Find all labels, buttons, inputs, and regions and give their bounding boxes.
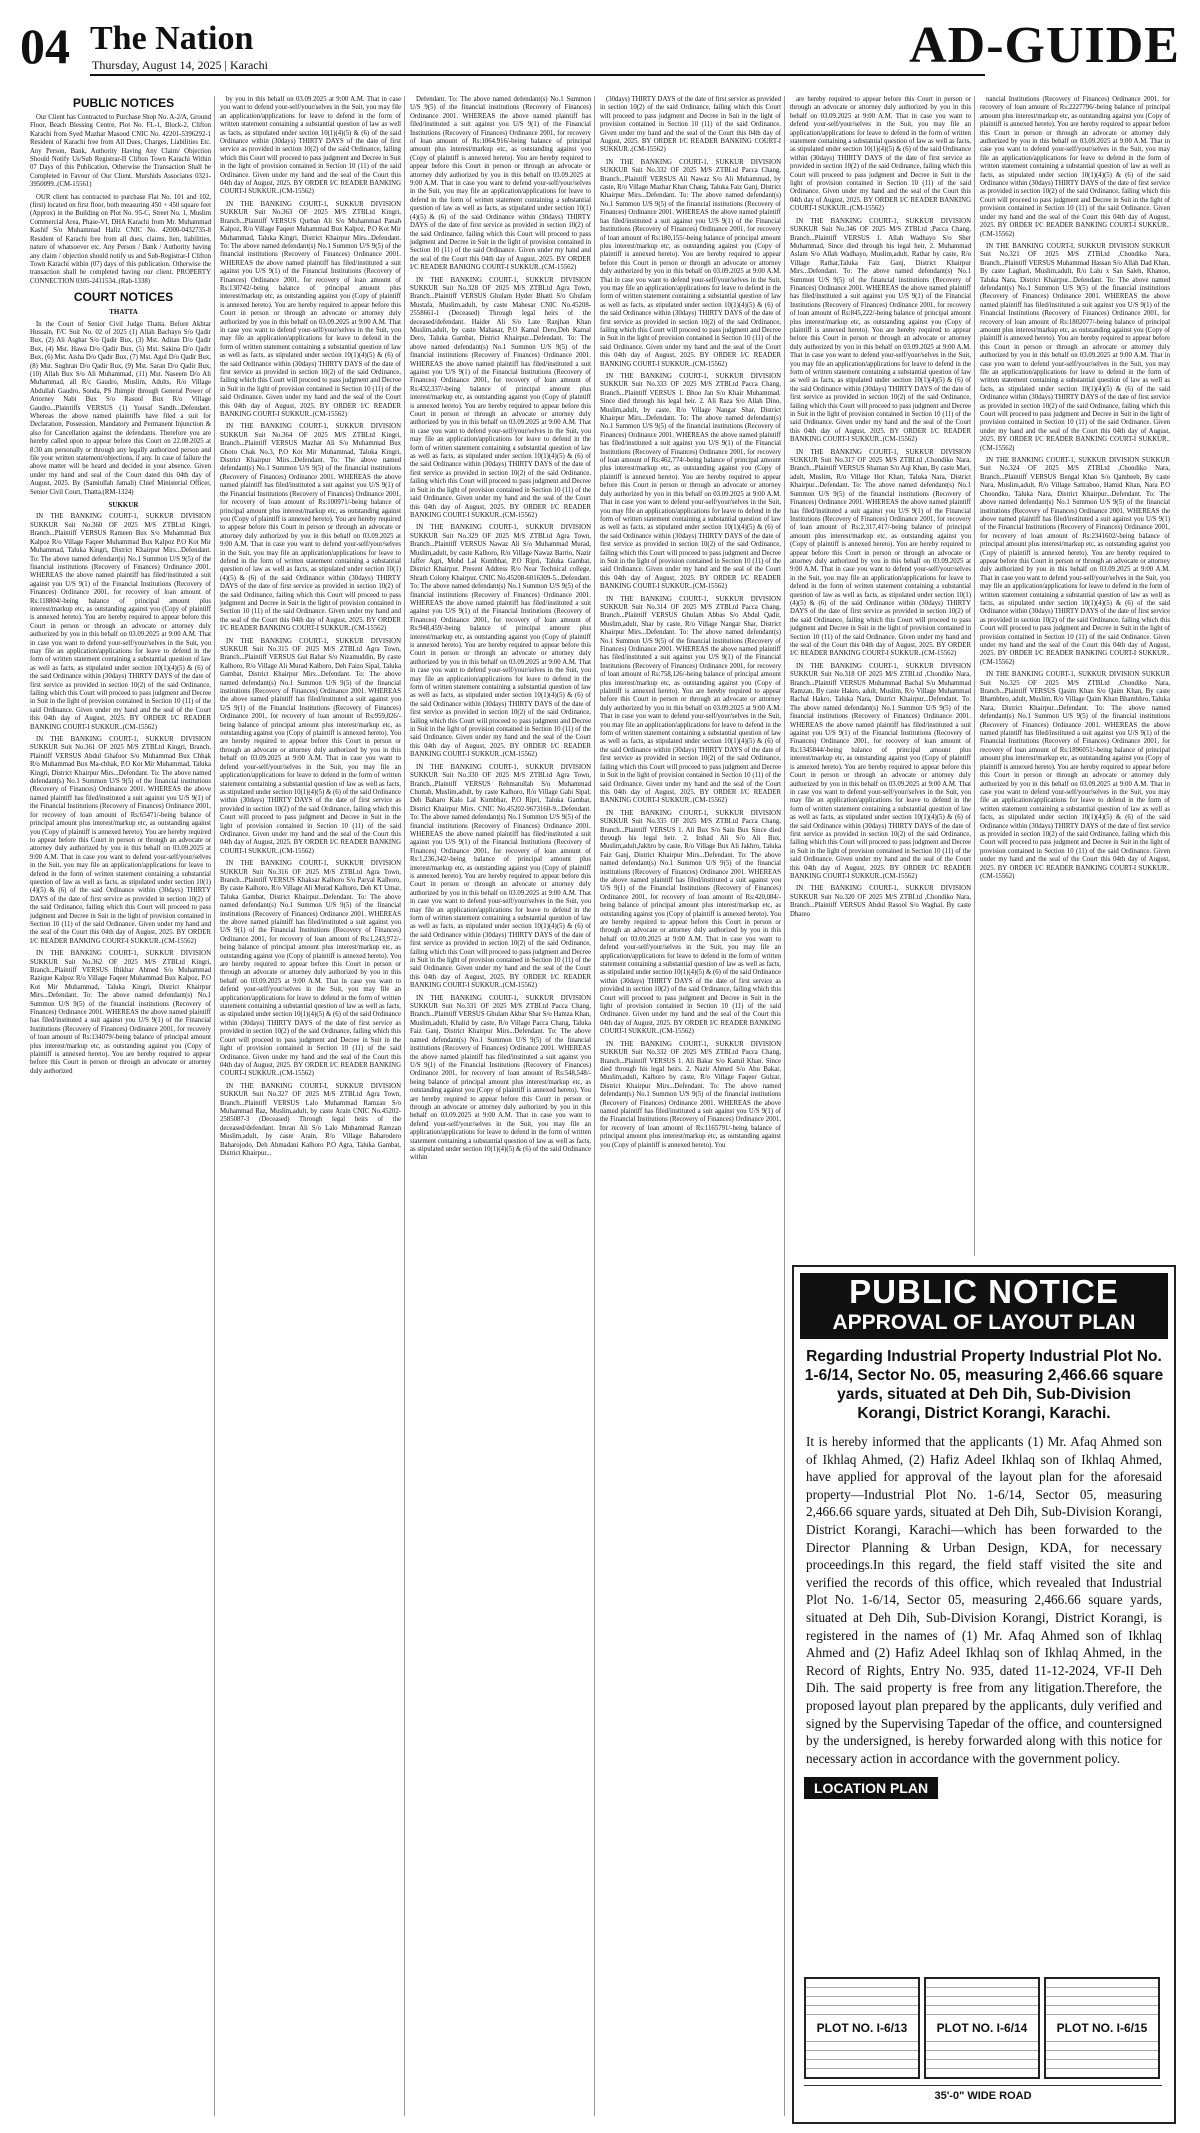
notice-text: IN THE BANKING COURT-1, SUKKUR DIVISION SUKKUR Suit No.333 OF 2025 M/S ZTBLtd Pacca Chang, Branch...Plaintiff VERSUS 1. Bhoo Jan S/o Khair Muhammad. Since died through his legal heir. 2. Ali Raza S/o Allah Dino, Muslim,adult, by caste, R/o Village Nangar Shar, District Khairpur Mirs...Defendant. To: The above named defendant(s) No.1 Summon U/S 9(5) of the financial institutions (Recovery of Finances) Ordinance 2001. WHEREAS the above named plaintiff has filed/instituted a suit against you U/S 9(1) of the Financial Institutions (Recovery of Finances) Ordinance 2001, for recovery of loan amount of Rs:462,774/-being balance of principal amount plus interest/markup etc, as outstanding against you (Copy of plaintiff is annexed hereto). You are hereby required to appear before this Court in person or through an advocate or attorney duly authorized by you in this behalf on 03.09.2025 at 9:00 A.M. That in case you want to defend your-self/your/selves in the Suit, you may file an application/applications for leave to defend in the form of written statement containing a substantial question of law as well as facts, as stipulated under section 10(1)(4)(5) & (6) of the said Ordinance within (30days) THIRTY DAYS of the date of first service as provided in section 10(2) of the said Ordinance, failing which this Court will proceed to pass judgment and Decree in Suit in the light of provision contained in Section 10 (11) of the said Ordinance. Given under my hand and the seal of the Court this 04th day of August, 2025. BY ORDER I/C READER BANKING COURT-I SUKKUR..(CM-15562) [600, 373, 781, 591]
city-subheading: SUKKUR [108, 501, 139, 510]
notice-text: IN THE BANKING COURT-1, SUKKUR DIVISION SUKKUR Suit No.317 OF 2025 M/S ZTBLtd ,Chondiko Nara, Branch...Plaintiff VERSUS Shaman S/o Aqi Khan, By caste Mari, adult, Muslim, R/o Village Hot Khan, Taluka Nara, District Khairpur...Defendant. To: The above named defendant(s) No.1 Summon U/S 9(5) of the financial institutions (Recovery of Finances) Ordinance 2001. WHEREAS the above named plaintiff has filed/instituted a suit against you U/S 9(1) of the Financial Institutions (Recovery of Finances) Ordinance 2001, for recovery of loan amount of Rs:2,317,417/-being balance of principal amount plus interest/markup etc, as outstanding against you (Copy of plaintiff is annexed hereto). You are hereby required to appear before this Court in person or through an advocate or attorney duly authorized by you in this behalf on 03.09.2025 at 9:00 A.M. That in case you want to defend your-self/your/selves in the Suit, you may file an application/applications for leave to defend in the form of written statement containing a substantial question of law as well as facts, as stipulated under section 10(1)(4)(5) & (6) of the said Ordinance within (30days) THIRTY DAYS of the date of first service as provided in section 10(2) of the said Ordinance, failing which this Court will proceed to pass judgment and Decree in Suit in the light of provision contained in Section 10 (11) of the said Ordinance. Given under my hand and the seal of the Court this 04th day of August, 2025. BY ORDER I/C READER BANKING COURT-I SUKKUR..(CM-15562) [790, 448, 971, 658]
newspaper-name: The Nation [90, 20, 254, 57]
location-plan-label: LOCATION PLAN [804, 1777, 938, 1799]
notice-text: In the Court of Senior Civil Judge Thatta. Before Akhtar Hussain, F/C Suit No. 02 of 2025 (1) Allah Bachayo S/o Qadir Bux, (2) Ali Asghar S/o Qadir Bux, (3) Mst. Aditan D/o Qadir Bux, (4) Mst. Hawa D/o Qadir Bux, (5) Mst. Sakina D/o Qadir Bux, (6) Mst. Aisha D/o Qadir Bux, (7) Mst. Agul D/o Qadir Bux, (8) Mst. Sughran D/o Qadir Bux, (9) Mst. Saran D/o Qadir Bux, (10) Allah Bux S/o Ali Muhammad, (11) Mst. Naseem D/o Ali Muhammad, all R/c Gaudro, Muslim, Adults, R/o Village Abdullah Gaudro, Sonda, PS Jhimpir through General Power of Attorney Nabi Bux S/o Rasool Bux R/o Village Gaudro...Plaintiffs VERSUS (1) Yousaf Sandh...Defendant. Whereas the above named plaintiffs have filed a suit for Declaration, Possession, Mandatory and Permanent Injunction & also for Cancellation against the defendants. Therefore you are hereby called upon to appear before this Court on 22.08.2025 at 8:30 am personally or through any legally authorized person and file your written statement/objections, if any. In case of failure the above matter will be heard and decided in your absence. Given under my hand and seal of the Court dated this 04th day of August, 2025. By (Samiullah Jamali) Chief Ministerial Officer, Senior Civil Court, Thatta.(RM-1324) [30, 320, 211, 496]
notice-text: IN THE BANKING COURT-1, SUKKUR DIVISION SUKKUR Suit No.361 OF 2025 M/S ZTBLtd Kingri, Branch, Plaintiff VERSUS Abdul Ghafoor S/o Muhammad Bux Chhak R/o Muhammad Bux Ma-chhak, P.O Kot Mir Muhammad, Taluka Kingri, District Khairpur Mirs...Defendant. To: The above named defendant(s) No.1 Summon U/S 9(5) of the financial institutions (Recovery of Finances) Ordinance 2001. WHEREAS the above named plaintiff has filed/instituted a suit against you U/S 9(1) of the Financial Institutions (Recovery of Finances) Ordinance 2001, for recovery of loan amount of Rs:65471/-being balance of principal amount plus interest/markup etc, as outstanding against you (Copy of plaintiff is annexed hereto). You are hereby required to appear before this Court in person or through an advocate or attorney duly authorized by you in this behalf on 03.09.2025 at 9:00 A.M. That in case you want to defend your-self/your/selves in the Suit, you may file an application/applications for leave to defend in the form of written statement containing a substantial question of law as well as facts, as stipulated under section 10(1)(4)(5) & (6) of the said Ordinance within (30days) THIRTY DAYS of the date of first service as provided in section 10(2) of the said Ordinance, failing which this Court will proceed to pass judgment and Decree in Suit in the light of provision contained in Section 10 (11) of the said Ordinance. Given under my hand and the seal of the Court this 04th day of August, 2025. BY ORDER I/C READER BANKING COURT-I SUKKUR..(CM-15562) [30, 736, 211, 945]
plot-label: PLOT NO. I-6/14 [926, 2019, 1038, 2037]
notice-text: IN THE BANKING COURT-1, SUKKUR DIVISION SUKKUR Suit No.360 OF 2025 M/S ZTBLtd Kingri, Branch...Plaintiff VERSUS Rameen Bux S/o Muhammad Bux Kalpoz R/o Village Faqeer Muhammad Bux Kalpoz P.O Kot Mir Muhammad, Taluka Kingri, District Khairpur Mirs...Defendant. To: The above named defendant(s) No.1 Summon U/S 9(5) of the financial institutions (Recovery of Finances) Ordinance 2001. WHEREAS the above named plaintiff has filed/instituted a suit against you U/S 9(1) of the Financial Institutions (Recovery of Finances) Ordinance 2001, for recovery of loan amount of Rs:118804/-being balance of principal amount plus interest/markup etc, as outstanding against you (Copy of plaintiff is annexed hereto). You are hereby required to appear before this Court in person or through an advocate or attorney duly authorized by you in this behalf on 03.09.2025 at 9:00 A.M. That in case you want to defend your-self/your/selves in the Suit, you may file an application/applications for leave to defend in the form of written statement containing a substantial question of law as well as facts, as stipulated under section 10(1)(4)(5) & (6) of the said Ordinance within (30days) THIRTY DAYS of the date of first service as provided in section 10(2) of the said Ordinance, failing which this Court will proceed to pass judgment and Decree in Suit in the light of provision contained in Section 10 (11) of the said Ordinance. Given under my hand and the seal of the Court this 04th day of August, 2025. BY ORDER I/C READER BANKING COURT-I SUKKUR..(CM-15562) [30, 513, 211, 731]
column-divider [784, 96, 785, 2116]
notice-text: IN THE BANKING COURT-1, SUKKUR DIVISION SUKKUR Suit No.362 OF 2025 M/S ZTBLtd Kingri, Branch...Plaintiff VERSUS Iftikhar Ahmed S/o Muhammad Razique Kalpoz R/o Village Faqeer Muhammad Bux Kalpoz, P.O Kot Mir Muhammad, Taluka Kingri, District Khairpur Mirs...Defendant. To: The above named defendant(s) No.1 Summon U/S 9(5) of the financial institutions (Recovery of Finances) Ordinance 2001. WHEREAS the above named plaintiff has filed/instituted a suit against you U/S 9(1) of the Financial Institutions (Recovery of Finances) Ordinance 2001, for recovery of loan amount of Rs:134079/-being balance of principal amount plus interest/markup etc, as outstanding against you (Copy of plaintiff is annexed hereto). You are hereby required to appear before this Court in person or through an advocate or attorney duly authorized [30, 950, 211, 1075]
column-5 [790, 96, 971, 1246]
column-3 [410, 96, 591, 2116]
notice-text: IN THE BANKING COURT-1, SUKKUR DIVISION SUKKUR Suit No.316 OF 2025 M/S ZTBLtd Agra Town, Branch...Plaintiff VERSUS Khaksar Kalhoro S/o Paryal Kalhoro, By caste Kalhoro, R/o Village Ali Murad Kalhoro, Deh KT Umar, Taluka Gambat, District Khairpur...Defendant. To: The above named defendant(s) No.1 Summon U/S 9(5) of the financial institutions (Recovery of Finances) Ordinance 2001. WHEREAS the above named plaintiff has filed/instituted a suit against you U/S 9(1) of the Financial Institutions (Recovery of Finances) Ordinance 2001, for recovery of loan amount of Rs:1,243,972/-being balance of principal amount plus interest/markup etc, as outstanding against you (Copy of plaintiff is annexed hereto). You are hereby required to appear before this Court in person or through an advocate or attorney duly authorized by you in this behalf on 03.09.2025 at 9:00 A.M. That in case you want to defend your-self/your/selves in the Suit, you may file an application/applications for leave to defend in the form of written statement containing a substantial question of law as well as facts, as stipulated under section 10(1)(4)(5) & (6) of the said Ordinance within (30days) THIRTY DAYS of the date of first service as provided in section 10(2) of the said Ordinance, failing which this Court will proceed to pass judgment and Decree in Suit in the light of provision contained in Section 10 (11) of the said Ordinance. Given under my hand and the seal of the Court this 04th day of August, 2025. BY ORDER I/C READER BANKING COURT-I SUKKUR..(CM-15562) [220, 860, 401, 1078]
notice-title: PUBLIC NOTICE [849, 1273, 1119, 1310]
notice-text: Defendant. To: The above named defendant(s) No.1 Summon U/S 9(5) of the financial institutions (Recovery of Finances) Ordinance 2001. WHEREAS the above named plaintiff has filed/instituted a suit against you U/S 9(1) of the Financial Institutions (Recovery of Finances) Ordinance 2001, for recovery of loan amount of Rs:1064.916/-being balance of principal amount plus interest/markup etc, as outstanding against you (Copy of plaintiff is annexed hereto). You are hereby required to appear before this Court in person or through an advocate or attorney duly authorized by you in this behalf on 03.09.2025 at 9:00 A.M. That in case you want to defend your-self/your/selves in the Suit, you may file an application/applications for leave to defend in the form of written statement containing a substantial question of law as well as facts, as stipulated under section 10(1)(4)(5) & (6) of the said Ordinance within (30days) THIRTY DAYS of the date of first service as provided in section 10(2) of the said Ordinance, failing which this Court will proceed to pass judgment and Decree in Suit in the light of provision contained in Section 10 (11) of the said Ordinance. Given under my hand and the seal of the Court this 04th day of August, 2025. BY ORDER I/C READER BANKING COURT-I SUKKUR..(CM-15562) [410, 96, 591, 272]
notice-body: It is hereby informed that the applicants (1) Mr. Afaq Ahmed son of Ikhlaq Ahmed, (2) Hafiz Adeel Ikhlaq son of Ikhlaq Ahmed, have applied for approval of the layout plan for the aforesaid property—Industrial Plot No. 1-6/14, Sector 05, measuring 2,466.66 square yards, situated at Deh Dih, Sub-Division Korangi, District Korangi, Karachi—which has been forwarded to the Director Planning & Urban Design, KDA, for necessary proceedings.In this regard, the field staff visited the site and verified the records of this office, which revealed that Industrial Plot No. 1-6/14, Sector 05, measuring 2,466.66 square yards, situated at Deh Dih, Sub-Division Korangi, District Korangi, is registered in the names of (1) Mr. Afaq Ahmed son of Ikhlaq Ahmed and (2) Hafiz Adeel Ikhlaq son of Ikhlaq Ahmed, in the Record of Rights, Entry No. 935, dated 11-12-2024, VF-II Deh Dih. The said property is free from any litigation.Therefore, the proposed layout plan prepared by the applicants, duly verified and signed by the Supervising Tapedar of the office, and countersigned by the undersigned, is hereby forwarded along with this notice for necessary action in accordance with the government policy. [806, 1434, 1162, 1766]
notice-text: are hereby required to appear before this Court in person or through an advocate or attorney duly authorized by you in this behalf on 03.09.2025 at 9:00 A.M. That in case you want to defend your-self/your/selves in the Suit, you may file an application/applications for leave to defend in the form of written statement containing a substantial question of law as well as facts, as stipulated under section 10(1)(4)(5) & (6) of the said Ordinance within (30days) THIRTY DAYS of the date of first service as provided in section 10(2) of the said Ordinance, failing which this Court will proceed to pass judgment and Decree in Suit in the light of provision contained in Section 10 (11) of the said Ordinance. Given under my hand and the seal of the Court this 04th day of August, 2025. BY ORDER I/C READER BANKING COURT-I SUKKUR..(CM-15562) [790, 96, 971, 213]
notice-text: IN THE BANKING COURT-1, SUKKUR DIVISION SUKKUR Suit No.346 OF 2025 M/S ZTBLtd ,Pacca Chang, Branch...Plaintiff VERSUS 1. Allah Wadhayo S/o Sher Muhammad, Since died through his legal heir, 2. Muhammad Aslam S/o Allah Wadhayo, Muslim,adult, Rathar by caste, R/o Village Rathar,Taluka Faiz Ganj, District Khairpur Mirs...Defendant. To: The above named defendant(s) No.1 Summon U/S 9(5) of the financial institutions (Recovery of Finances) Ordinance 2001. WHEREAS the above named plaintiff has filed/instituted a suit against you U/S 9(1) of the Financial Institutions (Recovery of Finances) Ordinance 2001, for recovery of loan amount of Rs:845,222/-being balance of principal amount plus interest/markup etc, as outstanding against you (Copy of plaintiff is annexed hereto). You are hereby required to appear before this Court in person or through an advocate or attorney duly authorized by you in this behalf on 03.09.2025 at 9:00 A.M. That in case you want to defend your-self/your/selves in the Suit, you may file an application/applications for leave to defend in the form of written statement containing a substantial question of law as well as facts, as stipulated under section 10(1)(4)(5) & (6) of the said Ordinance within (30days) THIRTY DAYS of the date of first service as provided in section 10(2) of the said Ordinance, failing which this Court will proceed to pass judgment and Decree in Suit in the light of provision contained in Section 10 (11) of the said Ordinance. Given under my hand and the seal of the Court this 04th day of August, 2025. BY ORDER I/C READER BANKING COURT-I SUKKUR..(CM-15562) [790, 217, 971, 444]
column-6 [980, 96, 1170, 1246]
notice-text: IN THE BANKING COURT-1, SUKKUR DIVISION SUKKUR Suit No.332 OF 2025 M/S ZTBLtd Pacca Chang, Branch...Plaintiff VERSUS 1. Ali Bakar S/o Kamil Khan. Since died through his legal heirs. 2. Nazir Ahmed S/o Abu Bakar, Muslim,adult, Kalhoro by caste, R/o Village Faqeer Gulzar, District Khairpur Mirs...Defendant. To: The above named defendant(s) No.1 Summon U/S 9(5) of the financial institutions (Recovery of Finances) Ordinance 2001. WHEREAS the above named plaintiff has filed/instituted a suit against you U/S 9(1) of the Financial Institutions (Recovery of Finances) Ordinance 2001, for recovery of loan amount of Rs:1165791/-being balance of principal amount plus interest/markup etc, as outstanding against you (Copy of plaintiff is annexed hereto). You [600, 1040, 781, 1149]
notice-text: IN THE BANKING COURT-1, SUKKUR DIVISION SUKKUR Suit No.328 OF 2025 M/S ZTBLtd Agra Town, Branch...Plaintiff VERSUS Ghulam Hyder Bhatti S/o Ghulam Mustafa, Muslim,adult, by caste Mahesar CNIC No.45208-2558661-1 (Deceased) Through legal heirs of the deceased/defendant. Haider Ali S/o Late Ranjhan Khan Muslim,adult, by caste Mahasar, P.O Kamal Dero,Deh Kamal Dero, Taluka Gambat, District Khairpur...Defendant. To: The above named defendant(s) No.1 Summon U/S 9(5) of the financial institutions (Recovery of Finances) Ordinance 2001. WHEREAS the above named plaintiff has filed/instituted a suit against you U/S 9(1) of the Financial Institutions (Recovery of Finances) Ordinance 2001, for recovery of loan amount of Rs:432,337/-being balance of principal amount plus interest/markup etc, as outstanding against you (Copy of plaintiff is annexed hereto). You are hereby required to appear before this Court in person or through an advocate or attorney duly authorized by you in this behalf on 03.09.2025 at 9:00 A.M. That in case you want to defend your-self/your/selves in the Suit, you may file an application/applications for leave to defend in the form of written statement containing a substantial question of law as well as facts, as stipulated under section 10(1)(4)(5) & (6) of the said Ordinance within (30days) THIRTY DAYS of the date of first service as provided in section 10(2) of the said Ordinance, failing which this Court will proceed to pass judgment and Decree in Suit in the light of provision contained in Section 10 (11) of the said Ordinance. Given under my hand and the seal of the Court this 04th day of August, 2025. BY ORDER I/C READER BANKING COURT-I SUKKUR..(CM-15562) [410, 276, 591, 519]
notice-text: IN THE BANKING COURT-1, SUKKUR DIVISION SUKKUR Suit No.315 OF 2025 M/S ZTBLtd Agra Town, Branch...Plaintiff VERSUS Gul Bahar S/o Nizamuddin, By caste Kalhoro, R/o Village Ali Murad Kalhoro, Deh Faizo Sipal, Taluka Gambat, District Khairpur Mirs...Defendant. To: The above named defendant(s) No.1 Summon U/S 9(5) of the financial institutions (Recovery of Finances) Ordinance 2001. WHEREAS the above named plaintiff has filed/instituted a suit against you U/S 9(1) of the Financial Institutions (Recovery of Finances) Ordinance 2001, for recovery of loan amount of Rs:959,826/-being balance of principal amount plus interest/markup etc, as outstanding against you (Copy of plaintiff is annexed hereto). You are hereby required to appear before this Court in person or through an advocate or attorney duly authorized by you in this behalf on 03.09.2025 at 9:00 A.M. That in case you want to defend your-self/your/selves in the Suit, you may file an application/applications for leave to defend in the form of written statement containing a substantial question of law as well as facts, as stipulated under section 10(1)(4)(5) & (6) of the said Ordinance within (30days) THIRTY DAYS of the date of first service as provided in section 10(2) of the said Ordinance, failing which this Court will proceed to pass judgment and Decree in Suit in the light of provision contained in Section 10 (11) of the said Ordinance. Given under my hand and the seal of the Court this 04th day of August, 2025. BY ORDER I/C READER BANKING COURT-I SUKKUR..(CM-15562) [220, 637, 401, 855]
column-4 [600, 96, 781, 2116]
notice-text: IN THE BANKING COURT-1, SUKKUR DIVISION SUKKUR Suit No.320 OF 2025 M/S ZTBLtd ,Chondiko Nara, Branch...Plaintiff VERSUS Abdul Rasool S/o Waghal, By caste Dhareo [790, 885, 971, 918]
plot-box [1044, 1977, 1160, 2079]
date-line: Thursday, August 14, 2025 | Karachi [92, 58, 268, 72]
column-divider [974, 96, 975, 1256]
notice-text: Our Client has Contracted to Purchase Shop No. A-2/A, Ground Floor, Beach Blessing Centre, Plot No. FL-1, Block-2, Clifton Karachi from Syed Mazhar Masood CNIC No. 42201-5396292-1 Resident of Karachi free from All Dues, Charges, Liabilities Etc. Any Person, Bank, Authority Having Any Claim/ Objection Should Notify Us/Sub Registrar-II Clifton Town Karachi Within 07 Days of this Publication, Otherwise the Transaction Shall be Completed in Favour of Our Client. Murshids Associates 0321-3950099..(CM-15561) [30, 114, 211, 189]
column-divider [594, 96, 595, 2116]
page-header [20, 18, 1180, 80]
notice-text: IN THE BANKING COURT-1, SUKKUR DIVISION SUKKUR Suit No.332 OF 2025 M/S ZTBLtd Pacca Chang, Branch...Plaintiff VERSUS Ali Nawaz S/o Ali Muhammad, by caste, R/o Village Mazhar Khan Chang, Taluka Faiz Ganj, District Khairpur Mirs...Defendant. To: The above named defendant(s) No.1 Summon U/S 9(5) of the financial institutions (Recovery of Finances) Ordinance 2001. WHEREAS the above named plaintiff has filed/instituted a suit against you U/S 9(1) of the Financial Institutions (Recovery of Finances) Ordinance 2001, for recovery of loan amount of Rs:180,155/-being balance of principal amount plus interest/markup etc, as outstanding against you (Copy of plaintiff is annexed hereto). You are hereby required to appear before this Court in person or through an advocate or attorney duly authorized by you in this behalf on 03.09.2025 at 9:00 A.M. That in case you want to defend your-self/your/selves in the Suit, you may file an application/applications for leave to defend in the form of written statement containing a substantial question of law as well as facts, as stipulated under section 10(1)(4)(5) & (6) of the said Ordinance within (30days) THIRTY DAYS of the date of first service as provided in section 10(2) of the said Ordinance, failing which this Court will proceed to pass judgment and Decree in Suit in the light of provision contained in Section 10 (11) of the said Ordinance. Given under my hand and the seal of the Court this 04th day of August, 2025. BY ORDER I/C READER BANKING COURT-I SUKKUR..(CM-15562) [600, 158, 781, 368]
notice-text: by you in this behalf on 03.09.2025 at 9:00 A.M. That in case you want to defend your-self/your/selves in the Suit, you may file an application/applications for leave to defend in the form of written statement containing a substantial question of law as well as facts, as stipulated under section 10(1)(4)(5) & (6) of the said Ordinance within (30days) THIRTY DAYS of the date of first service as provided in section 10(2) of the said Ordinance, failing which this Court will proceed to pass judgment and Decree in Suit in the light of provision contained in Section 10 (11) of the said Ordinance. Given under my hand and the seal of the Court this 04th day of August, 2025. BY ORDER I/C READER BANKING COURT-I SUKKUR..(CM-15562) [220, 96, 401, 196]
notice-subtitle: APPROVAL OF LAYOUT PLAN [832, 1311, 1136, 1334]
column-divider [214, 96, 215, 2116]
column-2 [220, 96, 401, 2116]
notice-text: IN THE BANKING COURT-1, SUKKUR DIVISION SUKKUR Suit No.335 OF 2025 M/S ZTBLtd Pacca Chang, Branch...Plaintiff VERSUS 1. Ali Bux S/o Sain Bux Since died through his legal heir. 2. Irshad Ali S/o Ali Bux, Muslim,adult,Jakhro by caste, R/o Village Bux Ali Jakhro, Taluka Faiz Ganj, District Khairpur Mirs...Defendant. To: The above named defendant(s) No.1 Summon U/S 9(5) of the financial institutions (Recovery of Finances) Ordinance 2001. WHEREAS the above named plaintiff has filed/instituted a suit against you U/S 9(1) of the Financial Institutions (Recovery of Finances) Ordinance 2001, for recovery of loan amount of Rs:420,084/-being balance of principal amount plus interest/markup etc, as outstanding against you (Copy of plaintiff is annexed hereto). You are hereby required to appear before this Court in person or through an advocate or attorney duly authorized by you in this behalf on 03.09.2025 at 9:00 A.M. That in case you want to defend your-self/your/selves in the Suit, you may file an application/applications for leave to defend in the form of written statement containing a substantial question of law as well as facts, as stipulated under section 10(1)(4)(5) & (6) of the said Ordinance within (30days) THIRTY DAYS of the date of first service as provided in section 10(2) of the said Ordinance, failing which this Court will proceed to pass judgment and Decree in Suit in the light of provision contained in Section 10 (11) of the said Ordinance. Given under my hand and the seal of the Court this 04th day of August, 2025. BY ORDER I/C READER BANKING COURT-I SUKKUR..(CM-15562) [600, 809, 781, 1036]
column-1 [30, 96, 211, 2116]
notice-text: IN THE BANKING COURT-1, SUKKUR DIVISION SUKKUR Suit No.364 OF 2025 M/S ZTBLtd Kingri, Branch...Plaintiff VERSUS Mazhar Ali S/o Muhammad Bux Ghoto Chak No.3, P.O Kot Mir Muhammad, Taluka Kingri, District Khairpur Mirs...Defendant. To: The above named defendant(s) No.1 Summon U/S 9(5) of the financial institutions (Recovery of Finances) Ordinance 2001. WHEREAS the above named plaintiff has filed/instituted a suit against you U/S 9(1) of the Financial Institutions (Recovery of Finances) Ordinance 2001, for recovery of loan amount of Rs:100971/-being balance of principal amount plus interest/markup etc, as outstanding against you (Copy of plaintiff is annexed hereto). You are hereby required to appear before this Court in person or through an advocate or attorney duly authorized by you in this behalf on 03.09.2025 at 9:00 A.M. That in case you want to defend your-self/your/selves in the Suit, you may file an application/applications for leave to defend in the form of written statement containing a substantial question of law as well as facts, as stipulated under section 10(1)(4)(5) & (6) of the said Ordinance within (30days) THIRTY DAYS of the date of first service as provided in section 10(2) of the said Ordinance, failing which this Court will proceed to pass judgment and Decree in Suit in the light of provision contained in Section 10 (11) of the said Ordinance. Given under my hand and the seal of the Court this 04th day of August, 2025. BY ORDER I/C READER BANKING COURT-I SUKKUR..(CM-15562) [220, 423, 401, 633]
plot-label: PLOT NO. I-6/15 [1046, 2019, 1158, 2037]
court-notices-heading: COURT NOTICES [73, 290, 174, 305]
road-label: 35'-0" WIDE ROAD [804, 2085, 1162, 2102]
section-title: AD-GUIDE [909, 17, 1180, 74]
page-number: 04 [20, 18, 70, 74]
city-subheading: THATTA [109, 308, 138, 317]
plot-box [804, 1977, 920, 2079]
notice-text: IN THE BANKING COURT-1, SUKKUR DIVISION SUKKUR Suit No.331 OF 2025 M/S ZTBLtd Pacca Chang, Branch...Plaintiff VERSUS Ghulam Akbar Shar S/o Hamza Khan, Muslim,adult, Khalid by caste, R/o Village Pacca Chang, Taluka Faiz Ganj, District Khairpur Mirs...Defendant. To: The above named defendant(s) No.1 Summon U/S 9(5) of the financial institutions (Recovery of Finances) Ordinance 2001. WHEREAS the above named plaintiff has filed/instituted a suit against you U/S 9(1) of the Financial Institutions (Recovery of Finances) Ordinance 2001, for recovery of loan amount of Rs:548,548/-being balance of principal amount plus interest/markup etc, as outstanding against you (Copy of plaintiff is annexed hereto). You are hereby required to appear before this Court in person or through an advocate or attorney duly authorized by you in this behalf on 03.09.2025 at 9:00 A.M. That in case you want to defend your-self/your/selves in the Suit, you may file an application/applications for leave to defend in the form of written statement containing a substantial question of law as well as facts, as stipulated under section 10(1)(4)(5) & (6) of the said Ordinance within [410, 994, 591, 1162]
location-plan-drawing [804, 1977, 1162, 2107]
notice-text: IN THE BANKING COURT-I, SUKKUR DIVISION SUKKUR Suit No.327 OF 2025 M/S ZTBLtd Agra Town, Branch...Plaintiff VERSUS Lalo Muhammad Ramzan S/o Muhammad Raz, Muslim,adult, by caste Arain CNIC No.45202-2585087-3 (Deceased) Through legal heirs of the deceased/defendant. Imran Ali S/o Lalo Muhammad Ramzan Muslim,adult, by caste Arain, R/o Village Baharodero Baharojodo, Deh Ahmadani Kalhoro P.O Agra, Taluka Gambat, District Khairpur... [220, 1082, 401, 1157]
notice-text: IN THE BANKING COURT-1, SUKKUR DIVISION SUKKUR Suit No.314 OF 2025 M/S ZTBLtd Pacca Chang, Branch...Plaintiff VERSUS Ghulam Abbas S/o Abdul Qadir, Muslim,adult, Shar by caste, R/o Village Nangar Shar, District Khairpur Mirs...Defendant. To: The above named defendant(s) No.1 Summon U/S 9(5) of the financial institutions (Recovery of Finances) Ordinance 2001. WHEREAS the above named plaintiff has filed/instituted a suit against you U/S 9(1) of the Financial Institutions (Recovery of Finances) Ordinance 2001, for recovery of loan amount of Rs:758,126/-being balance of principal amount plus interest/markup etc, as outstanding against you (Copy of plaintiff is annexed hereto). You are hereby required to appear before this Court in person or through an advocate or attorney duly authorized by you in this behalf on 03.09.2025 at 9:00 A.M. That in case you want to defend your-self/your/selves in the Suit, you may file an application/applications for leave to defend in the form of written statement containing a substantial question of law as well as facts, as stipulated under section 10(1)(4)(5) & (6) of the said Ordinance within (30days) THIRTY DAYS of the date of first service as provided in section 10(2) of the said Ordinance, failing which this Court will proceed to pass judgment and Decree in Suit in the light of provision contained in Section 10 (11) of the said Ordinance. Given under my hand and the seal of the Court this 04th day of August, 2025. BY ORDER I/C READER BANKING COURT-I SUKKUR..(CM-15562) [600, 595, 781, 805]
notice-regarding: Regarding Industrial Property Industrial Plot No. 1-6/14, Sector No. 05, measuring 2,466.66 square yards, situated at Deh Dih, Sub-Division Korangi, District Korangi, Karachi. [804, 1348, 1164, 1422]
plot-box [924, 1977, 1040, 2079]
column-divider [404, 96, 405, 2116]
notice-text: IN THE BANKING COURT-1, SUKKUR DIVISION SUKKUR Suit No.329 OF 2025 M/S ZTBLtd Agra Town, Branch...Plaintiff VERSUS Nawaz Ali S/o Muhammad Murad, Muslim,adult, by caste Kalhoro, R/o Village Nawaz Barrio, Nazir Jaffer Agri, Mohd Lal Kumbhar, P.O Ripri, Taluka Gambat, District Khairpur. Present Address R/o Near Technical college, Shrath Colony Khairpur. CNIC No.45208-6016309-5...Defendant. To: The above named defendant(s) No.1 Summon U/S 9(5) of the financial institutions (Recovery of Finances) Ordinance 2001. WHEREAS the above named plaintiff has filed/instituted a suit against you U/S 9(1) of the Financial Institutions (Recovery of Finances) Ordinance 2001, for recovery of loan amount of Rs:948,459/-being balance of principal amount plus interest/markup etc, as outstanding against you (Copy of plaintiff is annexed hereto). You are hereby required to appear before this Court in person or through an advocate or attorney duly authorized by you in this behalf on 03.09.2025 at 9:00 A.M. That in case you want to defend your-self/your/selves in the Suit, you may file an application/applications for leave to defend in the form of written statement containing a substantial question of law as well as facts, as stipulated under section 10(1)(4)(5) & (6) of the said Ordinance within (30days) THIRTY DAYS of the date of first service as provided in section 10(2) of the said Ordinance, failing which this Court will proceed to pass judgment and Decree in Suit in the light of provision contained in Section 10 (11) of the said Ordinance. Given under my hand and the seal of the Court this 04th day of August, 2025. BY ORDER I/C READER BANKING COURT-I SUKKUR..(CM-15562) [410, 524, 591, 759]
notice-text: IN THE BANKING COURT-I, SUKKUR DIVISION SUKKUR Suit No.321 OF 2025 M/S ZTBLtd ,Chondiko Nara, Branch...Plaintiff VERSUS Muhammad Hassan S/o Allah Dad Khan, By caste Laghari, Muslim,adult, R/o Lalu x San Saleh, Khanoo, Taluka Nara, District Khairpur...Defendant. To: The above named defendant(s) No.1 Summon U/S 9(5) of the financial institutions (Recovery of Finances) Ordinance 2001. WHEREAS the above named plaintiff has filed/instituted a suit against you U/S 9(1) of the Financial Institutions (Recovery of Finances) Ordinance 2001, for recovery of loan amount of Rs:1802077/-being balance of principal amount plus interest/markup etc, as outstanding against you (Copy of plaintiff is annexed hereto). You are hereby required to appear before this Court in person or through an advocate or attorney duly authorized by you in this behalf on 03.09.2025 at 9:00 A.M. That in case you want to defend your-self/your/selves in the Suit, you may file an application/applications for leave to defend in the form of written statement containing a substantial question of law as well as facts, as stipulated under section 10(1)(4)(5) & (6) of the said Ordinance within (30days) THIRTY DAYS of the date of first service as provided in section 10(2) of the said Ordinance, failing which this Court will proceed to pass judgment and Decree in Suit in the light of provision contained in Section 10 (11) of the said Ordinance. Given under my hand and the seal of the Court this 04th day of August, 2025. BY ORDER I/C READER BANKING COURT-I SUKKUR..(CM-15562) [980, 242, 1170, 452]
notice-text: IN THE BANKING COURT-1, SUKKUR DIVISION SUKKUR Suit No.363 OF 2025 M/S ZTBLtd Kingri, Branch...Plaintiff VERSUS Qurban Ali S/o Muhammad Panah Kalpoz, R/o Village Faqeer Muhammad Bux Kalpoz, P.O Kot Mir Muhammad, Taluka Kingri, District Khairpur Mirs...Defendant. To: The above named defendant(s) No.1 Summon U/S 9(5) of the financial institutions (Recovery of Finances) Ordinance 2001. WHEREAS the above named plaintiff has filed/instituted a suit against you U/S 9(1) of the Financial Institutions (Recovery of Finances) Ordinance 2001, for recovery of loan amount of Rs:130742/-being balance of principal amount plus interest/markup etc, as outstanding against you (Copy of plaintiff is annexed hereto). You are hereby required to appear before this Court in person or through an advocate or attorney duly authorized by you in this behalf on 03.09.2025 at 9:00 A.M. That in case you want to defend your-self/your/selves in the Suit, you may file an application/applications for leave to defend in the form of written statement containing a substantial question of law as well as facts, as stipulated under section 10(1)(4)(5) & (6) of the said Ordinance within (30days) THIRTY DAYS of the date of first service as provided in section 10(2) of the said Ordinance, failing which this Court will proceed to pass judgment and Decree in Suit in the light of provision contained in Section 10 (11) of the said Ordinance. Given under my hand and the seal of the Court this 04th day of August, 2025. BY ORDER I/C READER BANKING COURT-I SUKKUR..(CM-15562) [220, 200, 401, 419]
notice-text: OUR client has contracted to purchase Flat No. 101 and 102, (first) located on first floor, both measuring 450 + 450 square feet (Approx) in the Building on Plot No. 95-C, Street No. 1, Muslim Commercial Area, Phase-VI, DHA Karachi from Mr. Muhammad Kashif S/o Muhammad Hafiz CNIC No. 42000-0432735-8 Resident of Karachi free from all dues, claims, lien, liabilities, nature of whatsoever etc. Any Person / Bank / Authority having any claim / objection should notify us and Sub-Registrar-I Clifton Town Karachi within (07) days of this publication. Otherwise the transaction shall be completed having our client. PROPERTY CONNECTION 0305-2411534..(Rab-1338) [30, 193, 211, 285]
notice-banner [800, 1273, 1168, 1339]
notice-text: IN THE BANKING COURT-1, SUKKUR DIVISION SUKKUR Suit No.325 OF 2025 M/S ZTBLtd ,Chondiko Nara, Branch...Plaintiff VERSUS Qasim Khan S/o Qaim Khan, By caste Bhambhro, adult, Muslim, R/o Village Qaim Khan Bhambhro, Taluka Nara, District Khairpur...Defendant. To: The above named defendant(s) No.1 Summon U/S 9(5) of the financial institutions (Recovery of Finances) Ordinance 2001. WHEREAS the above named plaintiff has filed/instituted a suit against you U/S 9(1) of the Financial Institutions (Recovery of Finances) Ordinance 2001, for recovery of loan amount of Rs:1896051/-being balance of principal amount plus interest/markup etc, as outstanding against you (Copy of plaintiff is annexed hereto). You are hereby required to appear before this Court in person or through an advocate or attorney duly authorized by you in this behalf on 03.09.2025 at 9:00 A.M. That in case you want to defend your-self/your/selves in the Suit, you may file an application/applications for leave to defend in the form of written statement containing a substantial question of law as well as facts, as stipulated under section 10(1)(4)(5) & (6) of the said Ordinance within (30days) THIRTY DAYS of the date of first service as provided in section 10(2) of the said Ordinance, failing which this Court will proceed to pass judgment and Decree in Suit in the light of provision contained in Section 10 (11) of the said Ordinance. Given under my hand and the seal of the Court this 04th day of August, 2025. BY ORDER I/C READER BANKING COURT-I SUKKUR..(CM-15562) [980, 671, 1170, 880]
notice-text: IN THE BANKING COURT-1, SUKKUR DIVISION SUKKUR Suit No.330 OF 2025 M/S ZTBLtd Agra Town, Branch...Plaintiff VERSUS Rehmatullah S/o Muhammad Chuttah, Muslim,adult, by caste Kalhoro, R/o Village Gahi Sipal, Deh Baharo Kalo Lal Kumbhar, P.O Ripri, Taluka Gambat, District Khairpur Mirs. CNIC No.45202-9673160-9...Defendant. To: The above named defendant(s) No.1 Summon U/S 9(5) of the financial institutions (Recovery of Finances) Ordinance 2001. WHEREAS the above named plaintiff has filed/instituted a suit against you U/S 9(1) of the Financial Institutions (Recovery of Finances) Ordinance 2001, for recovery of loan amount of Rs:1,236,342/-being balance of principal amount plus interest/markup etc, as outstanding against you (Copy of plaintiff is annexed hereto). You are hereby required to appear before this Court in person or through an advocate or attorney duly authorized by you in this behalf on 03.09.2025 at 9:00 A.M. That in case you want to defend your-self/your/selves in the Suit, you may file an application/applications for leave to defend in the form of written statement containing a substantial question of law as well as facts, as stipulated under section 10(1)(4)(5) & (6) of the said Ordinance within (30days) THIRTY DAYS of the date of first service as provided in section 10(2) of the said Ordinance, failing which this Court will proceed to pass judgment and Decree in Suit in the light of provision contained in Section 10 (11) of the said Ordinance. Given under my hand and the seal of the Court this 04th day of August, 2025. BY ORDER I/C READER BANKING COURT-I SUKKUR..(CM-15562) [410, 763, 591, 990]
plot-label: PLOT NO. I-6/13 [806, 2019, 918, 2037]
public-notices-heading: PUBLIC NOTICES [72, 96, 175, 110]
header-rule [90, 74, 985, 76]
notice-text: (30days) THIRTY DAYS of the date of first service as provided in section 10(2) of the said Ordinance, failing which this Court will proceed to pass judgment and Decree in Suit in the light of provision contained in Section 10 (11) of the said Ordinance. Given under my hand and the seal of the Court this 04th day of August, 2025. BY ORDER I/C READER BANKING COURT-I SUKKUR..(CM-15562) [600, 96, 781, 154]
notice-text: IN THE BANKING COURT-1, SUKKUR DIVISION SUKKUR Suit No.318 OF 2025 M/S ZTBLtd ,Chondiko Nara, Branch...Plaintiff VERSUS Muhammad Bachal S/o Muhammad Ramzan, By caste Hakro, adult, Muslim, R/o Village Muhammad Bachal Hakro, Taluka Nara, District Khairpur...Defendant. To: The above named defendant(s) No.1 Summon U/S 9(5) of the financial institutions (Recovery of Finances) Ordinance 2001. WHEREAS the above named plaintiff has filed/instituted a suit against you U/S 9(1) of the Financial Institutions (Recovery of Finances) Ordinance 2001, for recovery of loan amount of Rs:1345844/-being balance of principal amount plus interest/markup etc, as outstanding against you (Copy of plaintiff is annexed hereto). You are hereby required to appear before this Court in person or through an advocate or attorney duly authorized by you in this behalf on 03.09.2025 at 9:00 A.M. That in case you want to defend your-self/your/selves in the Suit, you may file an application/applications for leave to defend in the form of written statement containing a substantial question of law as well as facts, as stipulated under section 10(1)(4)(5) & (6) of the said Ordinance within (30days) THIRTY DAYS of the date of first service as provided in section 10(2) of the said Ordinance, failing which this Court will proceed to pass judgment and Decree in Suit in the light of provision contained in Section 10 (11) of the said Ordinance. Given under my hand and the seal of the Court this 04th day of August, 2025. BY ORDER I/C READER BANKING COURT-I SUKKUR..(CM-15562) [790, 662, 971, 880]
notice-text: IN THE BANKING COURT-1, SUKKUR DIVISION SUKKUR Suit No.324 OF 2025 M/S ZTBLtd ,Chondiko Nara, Branch...Plaintiff VERSUS Bengal Khan S/o Qambeeb, By caste Nara, Muslim,adult, R/o Village Sattraboo, Hamid Khan, Nara P.O Choondko, Taluka Nara, District Khairpur...Defendant. To: The above named defendant(s) No.1 Summon U/S 9(5) of the financial institutions (Recovery of Finances) Ordinance 2001. WHEREAS the above named plaintiff has filed/instituted a suit against you U/S 9(1) of the Financial Institutions (Recovery of Finances) Ordinance 2001, for recovery of loan amount of Rs:2341602/-being balance of principal amount plus interest/markup etc, as outstanding against you (Copy of plaintiff is annexed hereto). You are hereby required to appear before this Court in person or through an advocate or attorney duly authorized by you in this behalf on 03.09.2025 at 9:00 A.M. That in case you want to defend your-self/your/selves in the Suit, you may file an application/applications for leave to defend in the form of written statement containing a substantial question of law as well as facts, as stipulated under section 10(1)(4)(5) & (6) of the said Ordinance within (30days) THIRTY DAYS of the date of first service as provided in section 10(2) of the said Ordinance, failing which this Court will proceed to pass judgment and Decree in Suit in the light of provision contained in Section 10 (11) of the said Ordinance. Given under my hand and the seal of the Court this 04th day of August, 2025. BY ORDER I/C READER BANKING COURT-I SUKKUR..(CM-15562) [980, 457, 1170, 666]
notice-text: nancial Institutions (Recovery of Finances) Ordinance 2001, for recovery of loan amount of Rs:2227796/-being balance of principal amount plus interest/markup etc, as outstanding against you (Copy of plaintiff is annexed hereto). You are hereby required to appear before this Court in person or through an advocate or attorney duly authorized by you in this behalf on 03.09.2025 at 9:00 A.M. That in case you want to defend your-self/your/selves in the Suit, you may file an application/applications for leave to defend in the form of written statement containing a substantial question of law as well as facts, as stipulated under section 10(1)(4)(5) & (6) of the said Ordinance within (30days) THIRTY DAYS of the date of first service as provided in section 10(2) of the said Ordinance, failing which this Court will proceed to pass judgment and Decree in Suit in the light of provision contained in Section 10 (11) of the said Ordinance. Given under my hand and the seal of the Court this 04th day of August, 2025. BY ORDER I/C READER BANKING COURT-I SUKKUR..(CM-15562) [980, 96, 1170, 238]
layout-plan-notice [792, 1265, 1176, 2124]
